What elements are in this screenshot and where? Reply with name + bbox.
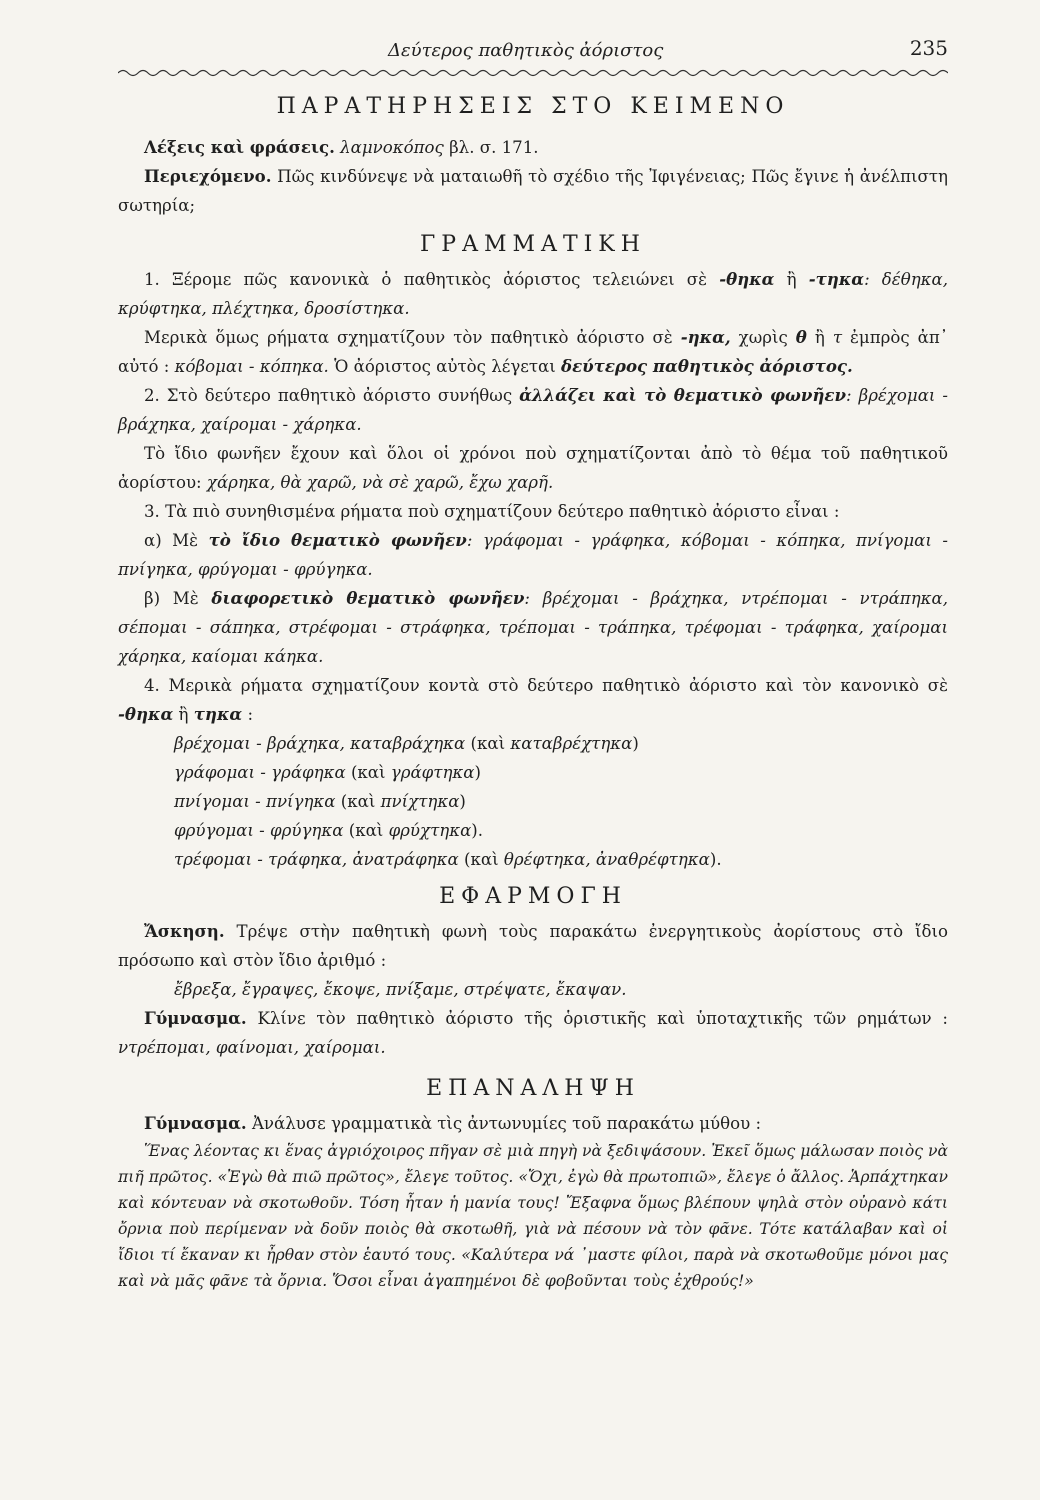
p3a-examples: : γράφομαι - γράφηκα, κόβομαι - κόπηκα, πνίγομαι - πνίγηκα, φρύγομαι - φρύγηκα.: [118, 531, 948, 579]
p1b-text-2: χωρὶς: [738, 328, 788, 347]
wavy-rule: [118, 68, 948, 78]
p1-ending-2: -τηκα: [808, 269, 865, 289]
verb-alt: πνίχτηκα: [380, 792, 460, 811]
p4-text: 4. Μερικὰ ρήματα σχηματίζουν κοντὰ στὸ δεύτερο παθητικὸ ἀόριστο καὶ τὸν κανονικὸ σὲ: [144, 676, 948, 695]
p2-text: 2. Στὸ δεύτερο παθητικὸ ἀόριστο συνήθως: [144, 386, 513, 405]
p1-or: ἢ: [786, 270, 797, 289]
p1b-text-3: ἢ: [814, 328, 825, 347]
p4-or: ἢ: [178, 705, 189, 724]
application-gym-words: ντρέπομαι, φαίνομαι, χαίρομαι.: [118, 1038, 386, 1057]
application-heading: ΕΦΑΡΜΟΓΗ: [439, 884, 627, 909]
verb-alt-open: (καὶ: [470, 734, 506, 753]
running-title: Δεύτερος παθητικὸς ἀόριστος: [388, 40, 664, 61]
grammar-rule-3a: [118, 526, 948, 584]
p4-ending-2: τηκα: [193, 704, 243, 724]
p1b-theta: θ: [795, 327, 807, 347]
page-number: 235: [909, 36, 948, 60]
content-label: Περιεχόμενο.: [144, 166, 272, 186]
p3-text: 3. Τὰ πιὸ συνηθισμένα ρήματα ποὺ σχηματίζουν δεύτερο παθητικὸ ἀόριστο εἶναι :: [144, 502, 840, 521]
verb-alt-open: (καὶ: [350, 763, 386, 782]
verb-alt-open: (καὶ: [348, 821, 384, 840]
p1b-text-4: ἐμπρὸς ἀπ᾽ αὐτό :: [118, 328, 949, 376]
verb-line: [118, 758, 948, 787]
verb-alt-close: ).: [471, 821, 484, 840]
p1-ending-1: -θηκα: [719, 269, 775, 289]
grammar-rule-3b: [118, 584, 948, 671]
application-gym-label: Γύμνασμα.: [144, 1008, 247, 1028]
p3a-label: α) Μὲ: [144, 531, 199, 550]
exercise-paragraph: [118, 917, 948, 975]
review-gym-paragraph: [118, 1109, 948, 1138]
page-header: [118, 30, 948, 66]
p1b-ending: -ηκα,: [680, 327, 731, 347]
verb-alt: θρέφτηκα, ἀναθρέφτηκα: [503, 850, 710, 869]
grammar-rule-4: [118, 671, 948, 729]
exercise-label: Ἄσκηση.: [144, 921, 225, 941]
verb-alt-open: (καὶ: [340, 792, 376, 811]
p2-rule: ἀλλάζει καὶ τὸ θεματικὸ φωνῆεν: [519, 385, 847, 405]
p1b-term: δεύτερος παθητικὸς ἀόριστος.: [561, 356, 853, 376]
content-text: Πῶς κινδύνεψε νὰ ματαιωθῆ τὸ σχέδιο τῆς Ἰφιγένειας; Πῶς ἔγινε ἡ ἀνέλπιστη σωτηρία;: [118, 167, 948, 215]
words-ref: βλ. σ. 171.: [449, 138, 539, 157]
grammar-heading: ΓΡΑΜΜΑΤΙΚΗ: [420, 232, 646, 257]
p3b-rule: διαφορετικὸ θεματικὸ φωνῆεν: [211, 588, 525, 608]
p1-text: 1. Ξέρομε πῶς κανονικὰ ὁ παθητικὸς ἀόριστος τελειώνει σὲ: [144, 270, 708, 289]
verb-alt: καταβρέχτηκα: [510, 734, 633, 753]
verb-alt-close: ).: [709, 850, 722, 869]
application-gym-text: Κλίνε τὸν παθητικὸ ἀόριστο τῆς ὁριστικῆς καὶ ὑποταχτικῆς τῶν ρημάτων :: [257, 1009, 948, 1028]
grammar-rule-2b: [118, 439, 948, 497]
content-paragraph: [118, 162, 948, 220]
verb-forms: βρέχομαι - βράχηκα, καταβράχηκα: [174, 734, 466, 753]
grammar-rule-2: [118, 381, 948, 439]
words-text: λαμνοκόπος: [340, 138, 444, 157]
p1b-text-5: Ὁ ἀόριστος αὐτὸς λέγεται: [334, 357, 556, 376]
review-gym-text: Ἀνάλυσε γραμματικὰ τὶς ἀντωνυμίες τοῦ παρακάτω μύθου :: [251, 1114, 762, 1133]
p3b-label: β) Μὲ: [144, 589, 199, 608]
verb-alt-close: ): [459, 792, 466, 811]
verb-alt-close: ): [474, 763, 481, 782]
p1b-text: Μερικὰ ὅμως ρήματα σχηματίζουν τὸν παθητικὸ ἀόριστο σὲ: [144, 328, 673, 347]
grammar-rule-1b: [118, 323, 948, 381]
verb-line: [118, 816, 948, 845]
verb-forms: φρύγομαι - φρύγηκα: [174, 821, 344, 840]
review-gym-label: Γύμνασμα.: [144, 1113, 247, 1133]
words-label: Λέξεις καὶ φράσεις.: [144, 137, 335, 157]
p1b-example: κόβομαι - κόπηκα.: [174, 357, 329, 376]
fable-text: Ἕνας λέοντας κι ἕνας ἀγριόχοιρος πῆγαν σὲ μιὰ πηγὴ νὰ ξεδιψάσουν. Ἐκεῖ ὅμως μάλωσαν ποιὸς νὰ πιῆ πρῶτος. «Ἐγὼ θὰ πιῶ πρῶτος», ἔλεγε τοῦτος. «Ὄχι, ἐγὼ θὰ πρωτοπιῶ», ἔλεγε ὁ ἄλλος. Ἁρπάχτηκαν καὶ κόντευαν νὰ σκοτωθοῦν. Τόση ἦταν ἡ μανία τους! Ἔξαφνα ὅμως βλέπουν ψηλὰ στὸν οὐρανὸ κάτι ὄρνια ποὺ περίμεναν νὰ δοῦν ποιὸς θὰ σκοτωθῆ, γιὰ νὰ πέσουν νὰ τὸν φᾶνε. Τότε κατάλαβαν καὶ οἱ ἴδιοι τί ἔκαναν κι ἦρθαν στὸν ἑαυτό τους. «Καλύτερα νά ᾽μαστε φίλοι, παρὰ νὰ σκοτωθοῦμε μόνοι μας καὶ νὰ μᾶς φᾶνε τὰ ὄρνια. Ὅσοι εἶναι ἀγαπημένοι δὲ φοβοῦνται τοὺς ἐχθρούς!»: [118, 1142, 948, 1290]
p2-examples: : βρέχομαι - βράχηκα, χαίρομαι - χάρηκα.: [118, 386, 948, 434]
verb-line: [118, 845, 948, 874]
verb-line: [118, 729, 948, 758]
p2b-examples: χάρηκα, θὰ χαρῶ, νὰ σὲ χαρῶ, ἔχω χαρῆ.: [206, 473, 554, 492]
verb-forms: τρέφομαι - τράφηκα, ἀνατράφηκα: [174, 850, 459, 869]
verb-alt: γράφτηκα: [390, 763, 475, 782]
p4-colon: :: [247, 705, 254, 724]
p2b-text: Τὸ ἴδιο φωνῆεν ἔχουν καὶ ὅλοι οἱ χρόνοι ποὺ σχηματίζονται ἀπὸ τὸ θέμα τοῦ παθητικοῦ ἀορίστου:: [118, 444, 948, 492]
review-heading: ΕΠΑΝΑΛΗΨΗ: [426, 1076, 640, 1101]
verb-list: [118, 729, 948, 874]
p4-ending-1: -θηκα: [118, 704, 174, 724]
p1b-tau: τ: [832, 328, 843, 347]
p3b-examples: : βρέχομαι - βράχηκα, ντρέπομαι - ντράπηκα, σέπομαι - σάπηκα, στρέφομαι - στράφηκα, τρέπομαι - τράπηκα, τρέφομαι - τράφηκα, χαίρομαι χάρηκα, καίομαι κάηκα.: [118, 589, 948, 666]
grammar-rule-1: [118, 265, 948, 323]
words-paragraph: [118, 133, 948, 162]
verb-alt-open: (καὶ: [464, 850, 499, 869]
verb-alt: φρύχτηκα: [388, 821, 472, 840]
book-page: [118, 30, 948, 1294]
p1-examples: : δέθηκα, κρύφτηκα, πλέχτηκα, δροσίστηκα.: [118, 270, 949, 318]
notes-heading: ΠΑΡΑΤΗΡΗΣΕΙΣ ΣΤΟ ΚΕΙΜΕΝΟ: [276, 94, 790, 119]
verb-line: [118, 787, 948, 816]
p3a-rule: τὸ ἴδιο θεματικὸ φωνῆεν: [208, 530, 467, 550]
verb-forms: πνίγομαι - πνίγηκα: [174, 792, 336, 811]
verb-forms: γράφομαι - γράφηκα: [174, 763, 346, 782]
exercise-words: ἔβρεξα, ἔγραψες, ἔκοψε, πνίξαμε, στρέψατε, ἔκαψαν.: [174, 980, 627, 999]
verb-alt-close: ): [632, 734, 639, 753]
exercise-text: Τρέψε στὴν παθητικὴ φωνὴ τοὺς παρακάτω ἐνεργητικοὺς ἀορίστους στὸ ἴδιο πρόσωπο καὶ στὸν ἴδιο ἀριθμό :: [118, 922, 948, 970]
grammar-rule-3: [118, 497, 948, 526]
application-gym-paragraph: [118, 1004, 948, 1062]
